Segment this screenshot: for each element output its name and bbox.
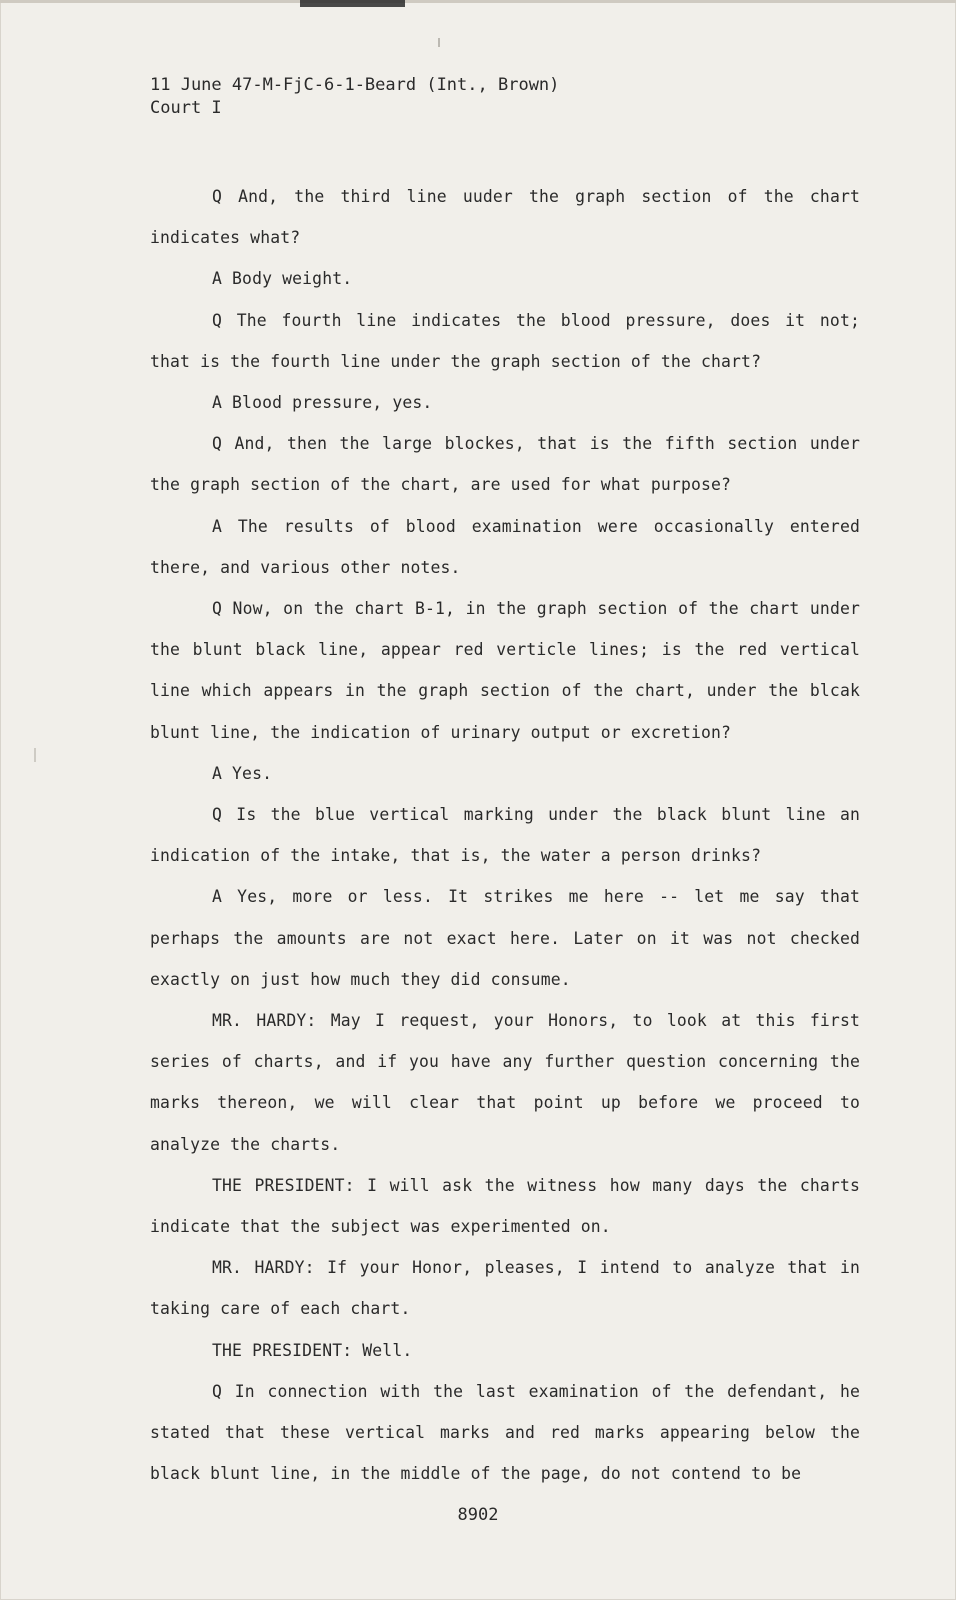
transcript-body — [150, 176, 860, 1495]
transcript-paragraph: Q And, the third line uuder the graph section of the chart indicates what? — [150, 187, 860, 248]
transcript-paragraph: A The results of blood examination were occasionally entered there, and various other notes. — [150, 516, 860, 577]
transcript-paragraph: Q In connection with the last examination of the defendant, he stated that these vertical marks and red marks appearing below the black blunt line, in the middle of the page, do not contend to be — [150, 1381, 860, 1484]
paper-speck — [438, 38, 440, 47]
page-number: 8902 — [457, 1505, 499, 1525]
transcript-paragraph: Q Is the blue vertical marking under the black blunt line an indication of the intake, that is, the water a person drinks? — [150, 805, 860, 866]
transcript-paragraph: MR. HARDY: If your Honor, pleases, I intend to analyze that in taking care of each chart. — [150, 1258, 860, 1319]
transcript-paragraph: A Body weight. — [212, 269, 353, 289]
binding-mark — [300, 0, 405, 7]
paper-speck — [34, 748, 36, 762]
transcript-paragraph: Q The fourth line indicates the blood pressure, does it not; that is the fourth line under the graph section of the chart? — [150, 310, 860, 371]
transcript-paragraph: MR. HARDY: May I request, your Honors, to look at this first series of charts, and if you have any further question concerning the marks thereon, we will clear that point up before we proceed to analyze the charts. — [150, 1011, 860, 1154]
transcript-paragraph: Q Now, on the chart B-1, in the graph section of the chart under the blunt black line, appear red verticle lines; is the red vertical line which appears in the graph section of the chart, under the blcak blunt line, the indication of urinary output or excretion? — [150, 599, 860, 742]
header-case-line: 11 June 47-M-FjC-6-1-Beard (Int., Brown) — [150, 75, 560, 95]
transcript-paragraph: THE PRESIDENT: I will ask the witness how many days the charts indicate that the subject was experimented on. — [150, 1175, 860, 1237]
transcript-paragraph: A Yes, more or less. It strikes me here -- let me say that perhaps the amounts are not exact here. Later on it was not checked exactly on just how much they did consume. — [150, 887, 860, 989]
header-court-line: Court I — [150, 98, 222, 118]
page-top-edge — [0, 0, 956, 3]
transcript-paragraph: THE PRESIDENT: Well. — [212, 1340, 413, 1360]
transcript-paragraph: A Blood pressure, yes. — [212, 393, 433, 413]
document-header — [150, 74, 559, 120]
transcript-paragraph: A Yes. — [212, 763, 273, 783]
transcript-paragraph: Q And, then the large blockes, that is the fifth section under the graph section of the chart, are used for what purpose? — [150, 434, 860, 495]
